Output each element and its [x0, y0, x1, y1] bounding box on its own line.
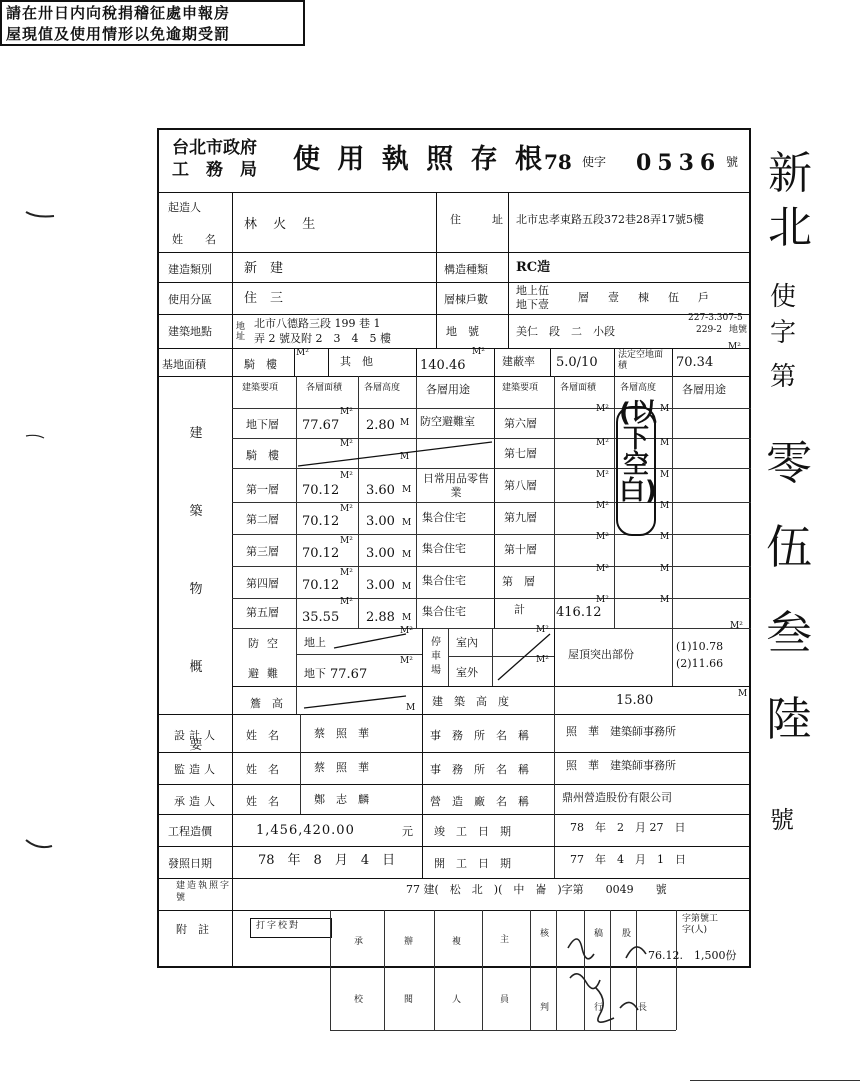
roof-value-1: (1)10.78 [676, 640, 724, 653]
floors-label: 層棟戶數 [444, 293, 488, 306]
permit-number: 0536 [636, 150, 722, 176]
completion-label: 竣 工 日 期 [434, 825, 511, 838]
unit-mark: M² [400, 626, 413, 636]
site-address-line1: 北市八德路三段 199 巷 1 [254, 317, 381, 330]
unit-mark: M² [596, 595, 609, 605]
cost-label: 工程造價 [168, 825, 212, 838]
permit-label: 建造執照字號 [176, 881, 232, 903]
parking-indoor-label: 室內 [456, 636, 478, 649]
margin-char-2: 北 [768, 202, 812, 253]
margin-handwriting [760, 140, 864, 860]
floor-use: 集合住宅 [422, 605, 466, 618]
signature-marks [560, 918, 660, 1028]
unit-mark: M² [596, 470, 609, 480]
area-label: 基地面積 [162, 358, 206, 371]
floor-name: 第三層 [246, 545, 279, 558]
page-bottom-rule [690, 1080, 860, 1081]
print-info: 76.12. 1,500份 [648, 949, 737, 962]
unit-mark: M [400, 418, 410, 428]
site-address-line2: 弄 2 號及附 2 3 4 5 樓 [254, 332, 391, 345]
unit-mark: M [660, 564, 670, 574]
floor-height: 3.00 [366, 546, 395, 561]
floor-use: 防空避難室 [420, 415, 475, 428]
footer-bottom-3: 人 [452, 995, 462, 1005]
unit-mark: M² [596, 532, 609, 542]
floor-area: 70.12 [302, 578, 340, 593]
floor-8-label: 第八層 [504, 479, 537, 492]
category-label: 建造類別 [168, 263, 212, 276]
permit-value: 77 建( 松 北 )( 中 崙 )字第 0049 號 [406, 883, 667, 896]
unit-mark: M [402, 550, 412, 560]
floor-use: 集合住宅 [422, 574, 466, 587]
person-name: 蔡 照 華 [314, 761, 369, 774]
floors-below: 地下壹 [516, 298, 549, 311]
total-label: 計 [514, 603, 525, 616]
margin-char-8: 叁 [766, 606, 812, 660]
floor-use: 集合住宅 [422, 511, 466, 524]
floor-use: 日常用品零售業 [423, 472, 489, 499]
floor-height: 3.00 [366, 514, 395, 529]
floor-area: 35.55 [302, 610, 340, 625]
far-label: 法定空地面積 [618, 350, 664, 371]
footer-col-6: 稿 [594, 929, 604, 939]
unit-mark: M² [400, 656, 413, 666]
unit-mark: M² [730, 621, 743, 631]
issue-label: 發照日期 [168, 857, 212, 870]
other-label: 其 他 [340, 355, 373, 368]
floor-area: 70.12 [302, 514, 340, 529]
floor-name: 第二層 [246, 513, 279, 526]
lot-numbers-2: 229-2 [696, 325, 722, 335]
permit-prefix: 使字 [582, 155, 607, 169]
footer-bottom-6: 行 [594, 1003, 604, 1013]
footer-col-4: 主 [500, 935, 510, 945]
margin-char-9: 陸 [766, 692, 812, 746]
margin-char-1: 新 [768, 148, 812, 199]
footer-bottom-4: 員 [500, 995, 510, 1005]
office-name-line1: 台北市政府 [172, 138, 257, 158]
margin-char-5: 第 [770, 362, 797, 392]
area-unit-1: M² [296, 348, 309, 358]
far-value: 70.34 [676, 355, 714, 370]
person-org: 照 華 建築師事務所 [566, 725, 676, 738]
floor-height: 3.00 [366, 578, 395, 593]
floor-name: 地下層 [246, 418, 279, 431]
roof-label: 屋頂突出部份 [568, 648, 634, 661]
notice-line-1: 請在卅日内向稅捐稽征處申報房 [6, 4, 231, 22]
unit-mark: M [402, 613, 412, 623]
person-name: 鄭 志 麟 [314, 793, 369, 806]
site-label: 建築地點 [168, 325, 212, 338]
builder-label: 起造人 [168, 201, 201, 214]
unit-mark: M² [596, 438, 609, 448]
page-title: 使 用 執 照 存 根 [293, 144, 546, 175]
floor-area: 77.67 [302, 418, 340, 433]
shelter-above-label: 地上 [304, 636, 326, 649]
area-unit-3: M² [728, 342, 741, 352]
floor-use: 集合住宅 [422, 542, 466, 555]
margin-char-7: 伍 [766, 520, 812, 574]
unit-mark: M [660, 595, 670, 605]
notice-stamp [0, 0, 305, 46]
person-role: 承造人 [174, 795, 219, 808]
floor-n-label: 第 層 [502, 575, 535, 588]
office-name-line2: 工 務 局 [172, 160, 257, 180]
floor-height: 3.60 [366, 483, 395, 498]
floor-area: 70.12 [302, 483, 340, 498]
site-sub-label: 地址 [236, 322, 246, 342]
permit-suffix: 號 [726, 155, 739, 169]
builder-address: 北市忠孝東路五段372巷28弄17號5樓 [516, 213, 704, 226]
unit-mark: M² [340, 504, 353, 514]
floors-above: 地上伍 [516, 284, 549, 297]
floor-area: 70.12 [302, 546, 340, 561]
col-header-use: 各層用途 [426, 383, 470, 396]
unit-mark: M [402, 582, 412, 592]
eaves-strike [300, 690, 410, 712]
floor-height: 2.88 [366, 610, 395, 625]
footer-bottom-2: 閱 [404, 995, 414, 1005]
area-unit-2: M² [472, 347, 485, 357]
unit-mark: M [660, 532, 670, 542]
person-name-label: 姓 名 [246, 729, 279, 742]
parking-label: 停車場 [431, 637, 441, 676]
person-name: 蔡 照 華 [314, 727, 369, 740]
floors-side-label: 建築物概要 [189, 426, 203, 753]
person-org-label: 事 務 所 名 稱 [430, 763, 529, 776]
builder-name: 林 火 生 [244, 217, 322, 232]
floor-7-label: 第七層 [504, 447, 537, 460]
floor-10-label: 第十層 [504, 543, 537, 556]
unit-mark: M² [596, 501, 609, 511]
person-org: 照 華 建築師事務所 [566, 759, 676, 772]
unit-mark: M [660, 438, 670, 448]
col-header-area-2: 各層面積 [560, 383, 597, 393]
blank-stamp-text: (以下空白) [619, 398, 657, 506]
start-date: 77 年 4 月 1 日 [570, 853, 686, 866]
arcade-strike [296, 438, 494, 468]
unit-mark: M² [340, 407, 353, 417]
lot-suffix: 地號 [729, 325, 748, 335]
issue-date: 78 年 8 月 4 日 [258, 853, 396, 868]
cost-unit: 元 [402, 825, 413, 838]
person-org-label: 營 造 廠 名 稱 [430, 795, 529, 808]
margin-marks [20, 200, 60, 880]
lot-value: 美仁 段 二 小段 [516, 325, 615, 338]
building-height-label: 建 築 高 度 [432, 695, 509, 708]
lot-label: 地 號 [446, 325, 479, 338]
unit-mark: M [660, 470, 670, 480]
margin-char-10: 號 [770, 806, 794, 834]
footer-col-3: 複 [452, 937, 462, 947]
lot-numbers: 227-3.307-5 [688, 313, 743, 323]
unit-mark: M² [340, 536, 353, 546]
col-header-height: 各層高度 [364, 383, 401, 393]
footer-bottom-1: 校 [354, 995, 364, 1005]
footer-bottom-7: 長 [638, 1003, 648, 1013]
person-org-label: 事 務 所 名 稱 [430, 729, 529, 742]
col-header-item: 建築要項 [242, 383, 279, 393]
col-header-use-2: 各層用途 [682, 383, 726, 396]
margin-char-4: 字 [770, 318, 797, 348]
person-role: 監造人 [174, 763, 219, 776]
person-org: 鼎州營造股份有限公司 [562, 791, 672, 804]
usage-label: 使用分區 [168, 293, 212, 306]
person-name-label: 姓 名 [246, 795, 279, 808]
unit-mark: M² [340, 439, 353, 449]
footer-col-5: 核 [540, 929, 550, 939]
footer-col-7: 股 [622, 929, 632, 939]
coverage-label: 建蔽率 [502, 355, 535, 368]
shelter-label-top: 防空 [248, 637, 286, 650]
other-value: 140.46 [420, 358, 466, 373]
unit-mark: M [660, 501, 670, 511]
notice-line-2: 屋現值及使用情形以免逾期受罰 [6, 25, 231, 43]
floor-name: 第一層 [246, 483, 279, 496]
floor-name: 第四層 [246, 577, 279, 590]
margin-char-3: 使 [770, 282, 797, 312]
floor-name: 騎 樓 [246, 449, 279, 462]
unit-mark: M² [596, 404, 609, 414]
shelter-below-value: 77.67 [330, 667, 368, 682]
person-role: 設計人 [174, 729, 219, 742]
remarks-label: 附 註 [176, 923, 209, 936]
side-note: 字第號工字(人) [682, 914, 719, 935]
building-height-value: 15.80 [616, 693, 654, 708]
shelter-above-strike [330, 630, 410, 652]
eaves-label: 簷 高 [250, 697, 283, 710]
floors-value: 層 壹 棟 伍 戶 [578, 291, 713, 304]
unit-mark: M² [596, 564, 609, 574]
start-label: 開 工 日 期 [434, 857, 511, 870]
unit-mark: M² [340, 568, 353, 578]
eaves-unit: M [406, 703, 416, 713]
cost-value: 1,456,420.00 [256, 823, 355, 838]
unit-mark: M² [536, 655, 549, 665]
roof-value-2: (2)11.66 [676, 657, 724, 670]
unit-mark: M² [536, 625, 549, 635]
usage-value: 住 三 [244, 291, 284, 306]
unit-mark: M² [340, 597, 353, 607]
footer-bottom-5: 判 [540, 1003, 550, 1013]
parking-outdoor-label: 室外 [456, 666, 478, 679]
building-height-unit: M [738, 689, 748, 699]
shelter-below-label: 地下 [304, 667, 326, 680]
completion-date: 78 年 2 月 27 日 [570, 821, 686, 834]
coverage-value: 5.0/10 [556, 355, 598, 370]
structure-label: 構造種類 [444, 263, 488, 276]
floor-6-label: 第六層 [504, 417, 537, 430]
floor-name: 第五層 [246, 606, 279, 619]
col-header-item-2: 建築要項 [502, 383, 539, 393]
arcade-label: 騎 樓 [244, 358, 277, 371]
structure-value: RC造 [516, 260, 551, 275]
shelter-label-bottom: 避難 [248, 667, 286, 680]
floor-height: 2.80 [366, 418, 395, 433]
typed-check-label: 打字校對 [256, 921, 301, 931]
floor-9-label: 第九層 [504, 511, 537, 524]
unit-mark: M² [340, 471, 353, 481]
unit-mark: M [400, 452, 410, 462]
unit-mark: M [402, 485, 412, 495]
person-name-label: 姓 名 [246, 763, 279, 776]
total-value: 416.12 [556, 605, 602, 620]
col-header-height-2: 各層高度 [620, 383, 657, 393]
col-header-area: 各層面積 [306, 383, 343, 393]
unit-mark: M [660, 404, 670, 414]
permit-year: 78 [544, 150, 572, 174]
category-value: 新 建 [244, 261, 284, 276]
footer-col-1: 承 [354, 937, 364, 947]
address-label: 住 址 [450, 213, 513, 226]
margin-char-6: 零 [766, 436, 812, 490]
unit-mark: M [402, 518, 412, 528]
footer-col-2: 辦 [404, 937, 414, 947]
